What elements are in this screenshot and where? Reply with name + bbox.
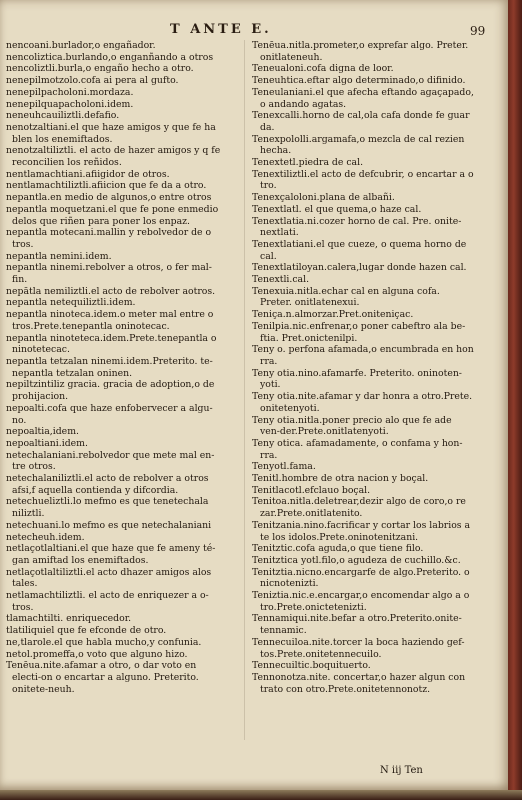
dictionary-entry: Teneulaniani.el que afecha eftando agaçapado, o andando agatas.: [252, 86, 474, 110]
dictionary-entry: nepoaltia,idem.: [6, 426, 79, 438]
dictionary-entry: Teniztia.nic.e.encargar,o encomendar algo a o tro.Prete.onictetenizti.: [252, 590, 470, 613]
dictionary-entry: Tenextlatl. el que quema,o haze cal.: [252, 203, 422, 215]
book-edge-right: [508, 0, 522, 800]
dictionary-entry: netlaçotlaltiani.el que haze que fe ameny té-gan amiftad los enemiftados.: [6, 543, 216, 566]
dictionary-entry: Teneualoni.cofa digna de loor.: [252, 63, 394, 75]
dictionary-entry: Tenēua.nitla.prometer,o exprefar algo. Preter. onitlateneuh.: [252, 40, 469, 63]
dictionary-entry: Teny otia.nino.afamarfe. Preterito. oninoten-yoti.: [252, 367, 462, 391]
dictionary-entry: nentlamachtiliztli.afiicion que fe da a otro.: [6, 180, 207, 192]
dictionary-entry: Tenexuia.nitla.echar cal en alguna cofa. Preter. onitlatenexui.: [252, 285, 440, 309]
dictionary-entry: Tenyotl.fama.: [252, 461, 316, 473]
dictionary-entry: netlamachtiliztli. el acto de enriquezer a o-tros.: [6, 590, 209, 613]
dictionary-entry: nentlamachtiani.afiigidor de otros.: [6, 168, 170, 180]
dictionary-entry: nepantla nemini.idem.: [6, 250, 112, 262]
dictionary-entry: Tenitlacotl.efclauo boçal.: [252, 484, 371, 496]
dictionary-entry: Tenexçaloloni.plana de albañi.: [252, 192, 395, 204]
column-divider: [244, 40, 245, 740]
dictionary-entry: netechuani.lo mefmo es que netechalaniani: [6, 519, 212, 531]
dictionary-entry: Tenēua.nite.afamar a otro, o dar voto en electi-on o encartar a alguno. Preterito. onitete-neuh.: [6, 660, 199, 695]
dictionary-entry: Tenextlatiani.el que cueze, o quema horno de cal.: [252, 238, 467, 262]
dictionary-entry: Teny otia.nite.afamar y dar honra a otro.Prete. onitetenyoti.: [252, 391, 473, 414]
dictionary-entry: tlamachtilti. enriquecedor.: [6, 613, 132, 625]
dictionary-entry: nencoani.burlador,o engañador.: [6, 40, 156, 51]
dictionary-entry: nencoliztli.burla,o engaño hecho a otro.: [6, 63, 194, 75]
dictionary-entry: Tenilpia.nic.enfrenar,o poner cabeftro ala be-ftia. Pret.onictenilpi.: [252, 320, 466, 344]
dictionary-entry: Tennecuiltic.boquituerto.: [252, 660, 371, 672]
dictionary-entry: nenepilmotzolo.cofa ai pera al gufto.: [6, 75, 179, 87]
dictionary-entry: Tenextetl.piedra de cal.: [252, 157, 364, 169]
dictionary-entry: Teny otia.nitla.poner precio alo que fe ade ven-der.Prete.onitlatenyoti.: [252, 414, 452, 438]
dictionary-entry: Tennecuiloa.nite.torcer la boca haziendo gef-tos.Prete.onitetennecuilo.: [252, 636, 465, 660]
dictionary-entry: nepantla tetzalan ninemi.idem.Preterito. te-nepantla tetzalan oninen.: [6, 355, 213, 379]
dictionary-entry: Tenextli.cal.: [252, 274, 310, 286]
dictionary-entry: nepantla ninoteteca.idem.Prete.tenepantla o ninotetecac.: [6, 332, 217, 356]
left-column: [2, 40, 224, 695]
dictionary-entry: Teny otica. afamadamente, o confama y hon-rra.: [252, 437, 463, 461]
dictionary-entry: nepoaltiani.idem.: [6, 437, 88, 449]
dictionary-entry: nenotzaltiliztli. el acto de hazer amigos y q fe reconcilien los reñidos.: [6, 145, 221, 169]
dictionary-entry: Tenextlatiloyan.calera,lugar donde hazen cal.: [252, 262, 467, 274]
dictionary-entry: nepantla.en medio de algunos,o entre otros: [6, 192, 212, 204]
dictionary-entry: nenepilquapacholoni.idem.: [6, 98, 134, 110]
dictionary-entry: nencoliztica.burlando,o enganñando a otros: [6, 51, 214, 63]
dictionary-entry: netechalaniani.rebolvedor que mete mal en-tre otros.: [6, 449, 215, 473]
dictionary-entry: Tenextiliztli.el acto de defcubrir, o encartar a o tro.: [252, 168, 474, 192]
dictionary-entry: netecheuh.idem.: [6, 531, 85, 543]
right-column: [252, 40, 474, 695]
dictionary-entry: netol.promeffa,o voto que alguno hizo.: [6, 648, 188, 660]
dictionary-entry: nepantla ninemi.rebolver a otros, o fer mal-fin.: [6, 262, 212, 286]
dictionary-entry: netechueliztli.lo mefmo es que tenetechala niliztli.: [6, 496, 209, 520]
dictionary-entry: Tennonotza.nite. concertar,o hazer algun con trato con otro.Prete.onitetennonotz.: [252, 671, 466, 695]
dictionary-entry: nepātla nemiliztli.el acto de rebolver aotros.: [6, 285, 216, 297]
dictionary-entry: Tenitztic.cofa aguda,o que tiene filo.: [252, 543, 424, 555]
dictionary-entry: Tenexcalli.horno de cal,ola cafa donde fe guar da.: [252, 110, 470, 133]
dictionary-entry: Teniça.n.almorzar.Pret.oniteniçac.: [252, 309, 414, 321]
dictionary-entry: Tenitoa.nitla.deletrear,dezir algo de coro,o re zar.Prete.onitlatenito.: [252, 496, 466, 520]
dictionary-entry: Tenitzania.nino.facrificar y cortar los labrios a te los idolos.Prete.oninotenitzani.: [252, 519, 471, 543]
dictionary-entry: Tenexpololli.argamafa,o mezcla de cal rezien hecha.: [252, 133, 465, 157]
dictionary-entry: Tenitl.hombre de otra nacion y boçal.: [252, 473, 429, 485]
dictionary-entry: nepantla motecani.mallin y rebolvedor de o tros.: [6, 227, 212, 250]
dictionary-entry: Tennamiqui.nite.befar a otro.Preterito.onite-tennamic.: [252, 613, 462, 637]
dictionary-entry: netlaçotlaltiliztli.el acto dhazer amigos alos tales.: [6, 566, 212, 590]
dictionary-entry: Teneuhtica.eftar algo determinado,o difinido.: [252, 75, 466, 87]
dictionary-entry: netechalaniliztli.el acto de rebolver a otros afsi,f aquella contienda y difcordia.: [6, 473, 209, 496]
page-number: 99: [470, 24, 486, 38]
book-edge-bottom: [0, 790, 522, 800]
dictionary-entry: nepoalti.cofa que haze enfobervecer a algu-no.: [6, 402, 213, 426]
dictionary-entry: nenepilpacholoni.mordaza.: [6, 86, 134, 98]
dictionary-entry: nepantla netequiliztli.idem.: [6, 297, 136, 309]
dictionary-entry: neneuhcauiliztli.defafio.: [6, 110, 120, 122]
dictionary-entry: Teny o. perfona afamada,o encumbrada en hon rra.: [252, 344, 474, 367]
dictionary-entry: Tenitztica yotl.filo,o agudeza de cuchillo.&c.: [252, 554, 461, 566]
dictionary-entry: ne,tlarole.el que habla mucho,y confunia.: [6, 636, 202, 648]
dictionary-entry: nenotzaltiani.el que haze amigos y que fe ha blen los enemiftados.: [6, 121, 216, 145]
signature-mark: N iij Ten: [380, 765, 423, 776]
dictionary-entry: nepantla ninoteca.idem.o meter mal entre o tros.Prete.tenepantla oninotecac.: [6, 309, 214, 332]
dictionary-entry: Tenitztia.nicno.encargarfe de algo.Preterito. o nicnotenizti.: [252, 566, 470, 590]
dictionary-entry: tlatiliquiel que fe efconde de otro.: [6, 625, 167, 637]
dictionary-entry: nepiltzintiliz gracia. gracia de adoption,o de prohijacion.: [6, 379, 215, 403]
dictionary-entry: nepantla moquetzani.el que fe pone enmedio delos que riñen para poner los enpaz.: [6, 203, 219, 227]
dictionary-entry: Tenextlatia.ni.cozer horno de cal. Pre. onite-nextlati.: [252, 215, 462, 239]
running-head: T ANTE E.: [170, 22, 272, 37]
